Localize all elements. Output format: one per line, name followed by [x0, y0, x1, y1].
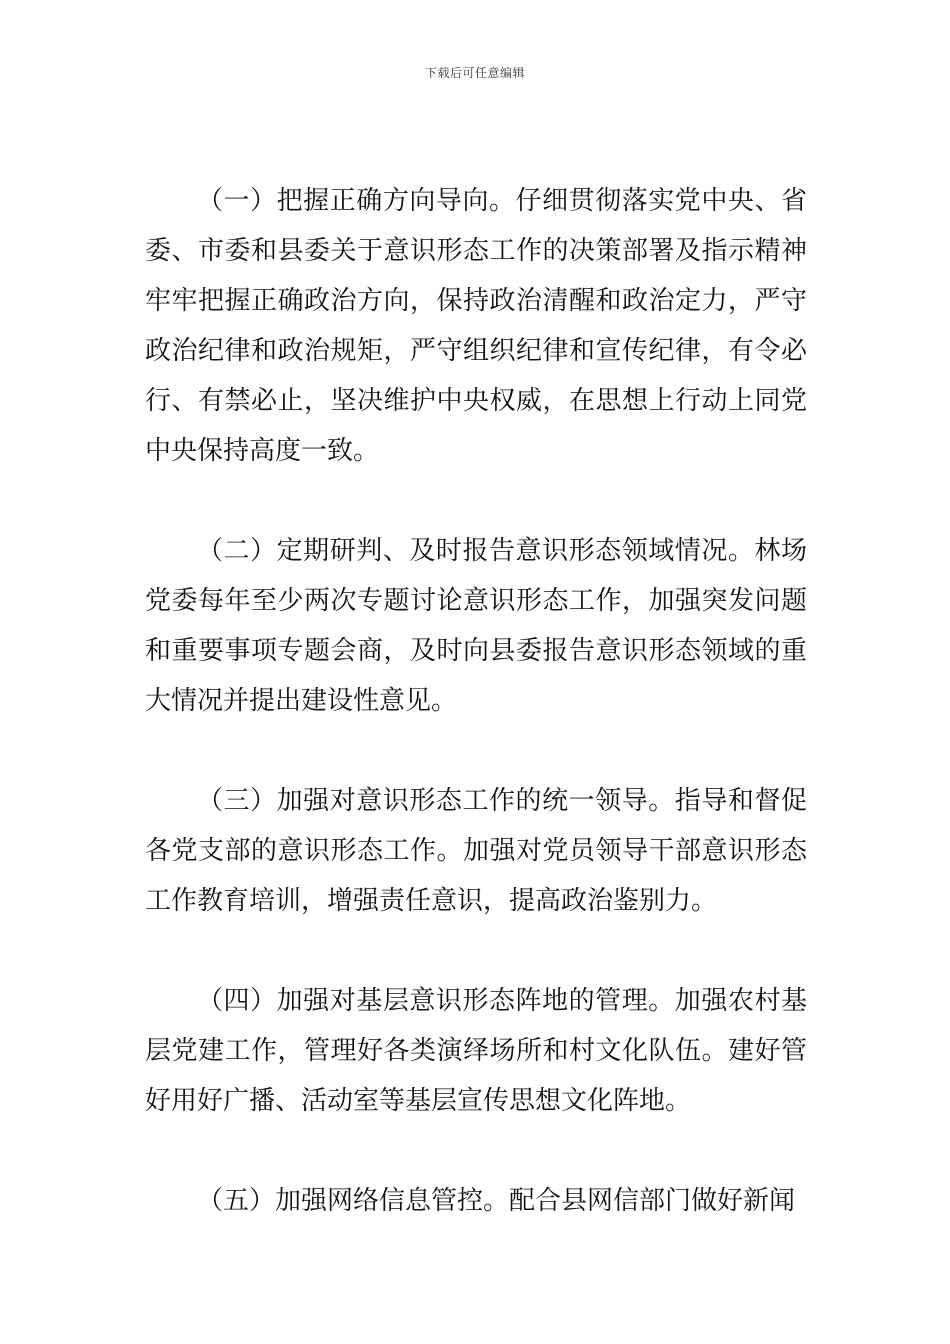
paragraph-1: （一）把握正确方向导向。仔细贯彻落实党中央、省委、市委和县委关于意识形态工作的决策部署及指示精神牢牢把握正确政治方向，保持政治清醒和政治定力，严守政治纪律和政治规矩，严守组织纪律和宣传纪律，有令必行、有禁必止，坚决维护中央权威，在思想上行动上同党中央保持高度一致。	[145, 186, 807, 466]
document-body	[145, 176, 807, 1226]
paragraph-5: （五）加强网络信息管控。配合县网信部门做好新闻	[197, 1186, 796, 1216]
paragraph-2: （二）定期研判、及时报告意识形态领域情况。林场党委每年至少两次专题讨论意识形态工作，加强突发问题和重要事项专题会商，及时向县委报告意识形态领域的重大情况并提出建设性意见。	[145, 536, 807, 716]
paragraph-3: （三）加强对意识形态工作的统一领导。指导和督促各党支部的意识形态工作。加强对党员领导干部意识形态工作教育培训，增强责任意识，提高政治鉴别力。	[145, 786, 807, 916]
paragraph-4: （四）加强对基层意识形态阵地的管理。加强农村基层党建工作，管理好各类演绎场所和村文化队伍。建好管好用好广播、活动室等基层宣传思想文化阵地。	[145, 986, 807, 1116]
page-header: 下载后可任意编辑	[424, 66, 525, 80]
